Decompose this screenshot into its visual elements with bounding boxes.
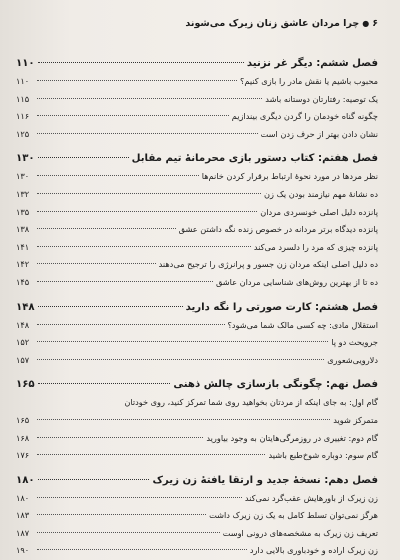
toc-entry	[16, 317, 378, 335]
toc-entry	[16, 91, 378, 109]
entry-label: زن زیرک از باورهایش عقب‌گرد نمی‌کند	[244, 492, 378, 503]
toc-entry	[16, 352, 378, 370]
entry-page: ۱۸۳	[16, 510, 30, 521]
chapter-heading	[16, 54, 378, 73]
entry-page: ۱۴۱	[16, 241, 30, 252]
entry-page: ۱۸۰	[16, 492, 30, 503]
entry-label: ده تا از بهترین روش‌های شناسایی مردان عاشق	[215, 276, 378, 287]
entry-page: ۱۴۸	[16, 319, 30, 330]
toc-entry	[16, 126, 378, 144]
entry-page: ۱۲۵	[16, 128, 30, 139]
toc-entry	[16, 334, 378, 352]
dot-leader	[37, 514, 206, 515]
dot-leader	[38, 157, 129, 158]
entry-label: یک توصیه: رفتارتان دوستانه باشد	[265, 93, 378, 104]
chapter-title: فصل هفتم: کتاب دستور بازی محرمانهٔ تیم مقابل	[131, 153, 378, 165]
entry-label: محبوب باشیم یا نقش مادر را بازی کنیم؟	[240, 76, 378, 86]
entry-label: هرگز نمی‌توان تسلط کامل به یک زن زیرک داشت	[209, 510, 378, 521]
entry-label: نظر مردها در مورد نحوهٔ ارتباط برقرار کردن خانم‌ها	[201, 171, 378, 182]
entry-page: ۱۳۲	[16, 188, 30, 199]
dot-leader	[37, 549, 247, 550]
dot-leader	[37, 341, 328, 342]
dot-leader	[38, 383, 171, 384]
toc-entry	[16, 490, 378, 508]
chapter-heading	[16, 298, 378, 317]
entry-page: ۱۴۵	[16, 276, 30, 287]
toc-entry	[16, 447, 378, 465]
entry-page: ۱۸۷	[16, 527, 30, 538]
chapter-7	[16, 149, 378, 291]
toc-entry	[16, 239, 378, 257]
dot-leader	[37, 263, 156, 264]
dot-leader	[37, 193, 261, 194]
dot-leader	[37, 419, 330, 420]
chapter-title: فصل هشتم: کارت صورتی را نگه دارید	[185, 301, 378, 313]
dot-leader	[38, 479, 150, 480]
toc-entry	[16, 542, 378, 560]
chapter-title: فصل نهم: چگونگی بازسازی چالش ذهنی	[173, 379, 378, 391]
chapter-9	[16, 375, 378, 464]
dot-leader	[37, 281, 213, 282]
entry-label: زن زیرک اراده و خودباوری بالایی دارد	[249, 545, 378, 556]
bullet-icon: ●	[362, 19, 370, 28]
dot-leader	[37, 359, 324, 360]
toc-entry	[16, 525, 378, 543]
entry-label: گام سوم: دوباره شوخ‌طبع باشید	[268, 450, 378, 461]
chapter-heading	[16, 375, 378, 394]
entry-label: پانزده دیدگاه برتر مردانه در خصوص زنده نگه داشتن عشق	[178, 224, 378, 235]
entry-page: ۱۷۶	[16, 450, 30, 461]
entry-label: استقلال مادی: چه کسی مالک شما می‌شود؟	[227, 319, 378, 330]
page-number: ۶	[372, 18, 378, 29]
entry-page: ۱۳۸	[16, 224, 30, 235]
book-title: چرا مردان عاشق زنان زیرک می‌شوند	[185, 18, 360, 29]
toc-entry	[16, 430, 378, 448]
entry-label-continuation: متمرکز شوید	[333, 414, 378, 425]
toc-entry	[16, 186, 378, 204]
entry-page: ۱۹۰	[16, 545, 30, 556]
chapter-heading	[16, 149, 378, 168]
chapter-page: ۱۳۰	[16, 153, 35, 165]
entry-label: چگونه گناه خودمان را گردن دیگری بیندازیم	[231, 111, 378, 122]
toc-entry	[16, 204, 378, 222]
dot-leader	[37, 98, 262, 99]
entry-label: ده نشانهٔ مهم نیازمند بودن یک زن	[264, 188, 378, 199]
table-of-contents	[16, 54, 378, 560]
entry-label: تعریف زن زیرک به مشخصه‌های درونی اوست	[222, 527, 378, 538]
toc-entry	[16, 412, 378, 430]
dot-leader	[37, 497, 242, 498]
toc-entry	[16, 256, 378, 274]
chapter-page: ۱۸۰	[16, 474, 35, 486]
entry-page: ۱۱۶	[16, 111, 30, 122]
running-head	[22, 18, 378, 29]
toc-entry	[16, 73, 378, 91]
dot-leader	[37, 454, 265, 455]
dot-leader	[38, 62, 244, 63]
entry-page: ۱۵۷	[16, 354, 30, 365]
entry-label: پانزده دلیل اصلی خونسردی مردان	[260, 206, 378, 217]
dot-leader	[37, 437, 203, 438]
entry-label: دلارویی‌شعوری	[327, 354, 378, 365]
chapter-page: ۱۱۰	[16, 58, 35, 69]
toc-entry	[16, 168, 378, 186]
chapter-8	[16, 298, 378, 370]
entry-page: ۱۶۵	[16, 414, 30, 425]
chapter-page: ۱۶۵	[16, 379, 35, 391]
dot-leader	[37, 175, 199, 176]
toc-entry-first-line: گام اول: به جای اینکه از مردتان بخواهید روی شما تمرکز کنید، روی خودتان	[124, 397, 378, 408]
toc-entry	[16, 108, 378, 126]
chapter-title: فصل دهم: نسخهٔ جدید و ارتقا یافتهٔ زن زیرک	[152, 474, 378, 486]
toc-entry	[16, 507, 378, 525]
entry-page: ۱۵۲	[16, 337, 30, 348]
dot-leader	[37, 246, 251, 247]
toc-entry	[16, 274, 378, 292]
dot-leader	[37, 211, 257, 212]
dot-leader	[37, 115, 229, 116]
dot-leader	[37, 532, 220, 533]
dot-leader	[37, 80, 237, 81]
entry-page: ۱۳۰	[16, 171, 30, 182]
entry-label: گام دوم: تغییری در روزمرگی‌هایتان به وجود بیاورید	[206, 432, 378, 443]
dot-leader	[37, 324, 225, 325]
entry-page: ۱۶۸	[16, 432, 30, 443]
entry-page: ۱۱۵	[16, 93, 30, 104]
chapter-page: ۱۴۸	[16, 301, 35, 313]
dot-leader	[38, 306, 183, 307]
entry-label: ده دلیل اصلی اینکه مردان زن جسور و پرانرژی را ترجیح می‌دهند	[158, 259, 378, 270]
chapter-title: فصل ششم: دیگر غر نزنید	[246, 58, 378, 69]
entry-label: جرویحث دو پا	[331, 337, 378, 348]
dot-leader	[37, 228, 176, 229]
chapter-heading	[16, 471, 378, 490]
dot-leader	[37, 133, 258, 134]
entry-page: ۱۱۰	[16, 76, 30, 86]
entry-page: ۱۳۵	[16, 206, 30, 217]
chapter-10	[16, 471, 378, 560]
entry-page: ۱۴۲	[16, 259, 30, 270]
entry-label: پانزده چیزی که مرد را دلسرد می‌کند	[253, 241, 378, 252]
entry-label: نشان دادن بهتر از حرف زدن است	[260, 128, 378, 139]
chapter-6	[16, 54, 378, 143]
toc-entry	[16, 221, 378, 239]
